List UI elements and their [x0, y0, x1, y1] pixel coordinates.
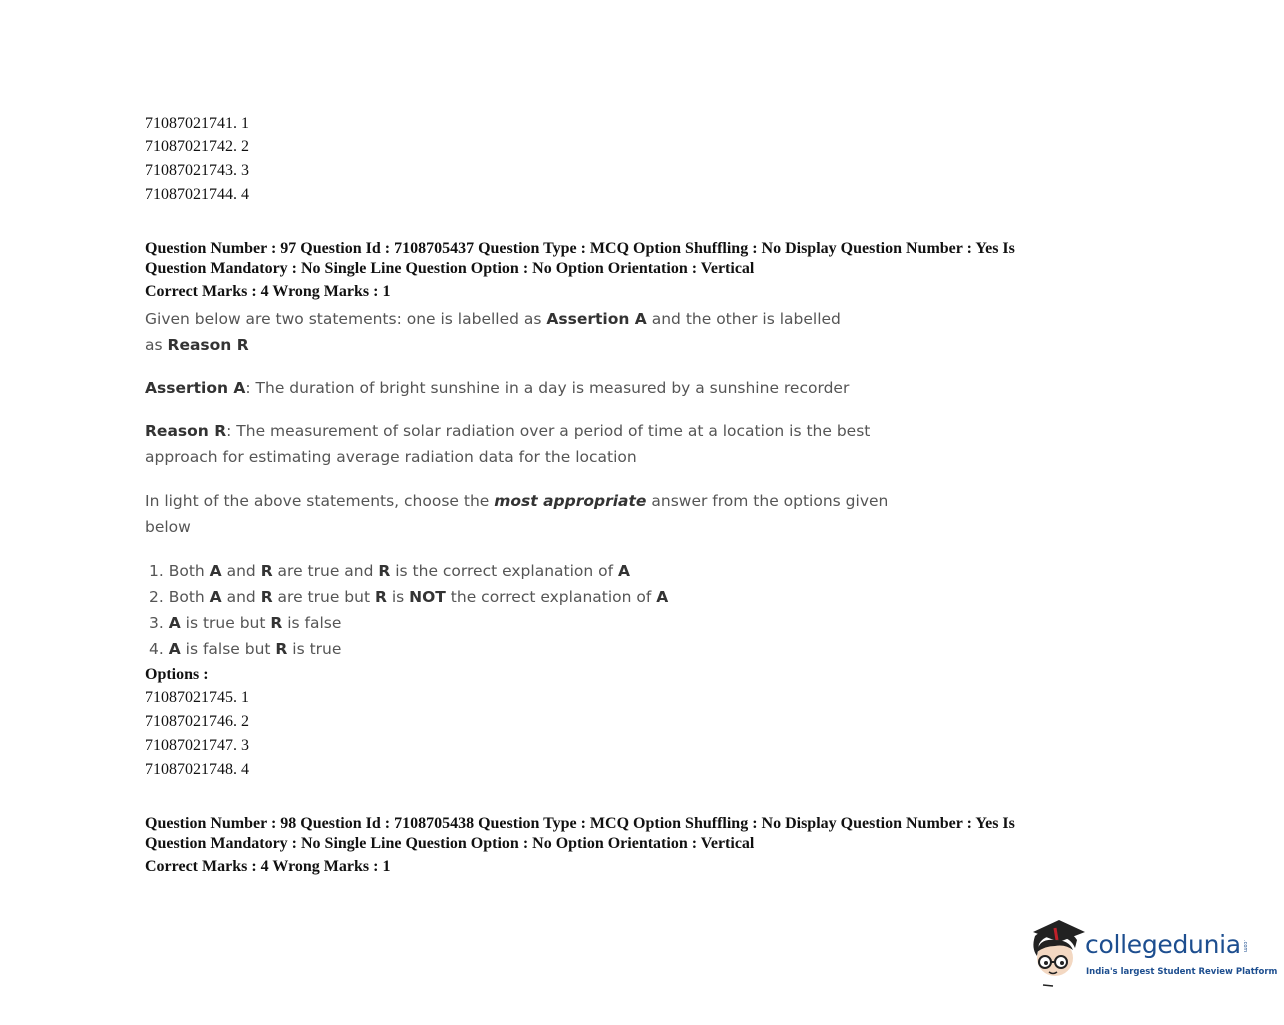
choice-1: 1. Both A and R are true and R is the correct explanation of A: [149, 562, 630, 580]
prev-option-4: 71087021744. 4: [145, 186, 249, 203]
q97-reason: Reason R: The measurement of solar radiation over a period of time at a location is the best approach for estimating average radiation data for the location: [145, 422, 871, 466]
q98-header: [145, 814, 1105, 853]
q97-header: [145, 239, 1105, 278]
reason-text: : The measurement of solar radiation over a period of time at a location is the best: [226, 422, 871, 440]
q98-marks: Correct Marks : 4 Wrong Marks : 1: [145, 858, 391, 875]
choice-3: 3. A is true but R is false: [149, 614, 342, 632]
q98-header-line1: Question Number : 98 Question Id : 7108705438 Question Type : MCQ Option Shuffling : No Display Question Number : Yes Is: [145, 815, 1015, 832]
q97-option-2: 71087021746. 2: [145, 713, 249, 730]
q98-header-line2: Question Mandatory : No Single Line Question Option : No Option Orientation : Vertical: [145, 834, 755, 852]
assertion-text: : The duration of bright sunshine in a day is measured by a sunshine recorder: [245, 379, 850, 397]
collegedunia-logo: [1025, 918, 1278, 988]
q97-header-line2: Question Mandatory : No Single Line Question Option : No Option Orientation : Vertical: [145, 259, 755, 277]
q97-choices: [149, 558, 668, 662]
prev-option-2: 71087021742. 2: [145, 138, 249, 155]
choice-2: 2. Both A and R are true but R is NOT the correct explanation of A: [149, 588, 669, 606]
q97-options-label: Options :: [145, 666, 209, 683]
q97-assertion: [145, 375, 849, 401]
logo-tagline: India's largest Student Review Platform: [1086, 967, 1278, 977]
q97-option-1: 71087021745. 1: [145, 689, 249, 706]
q97-header-line1: Question Number : 97 Question Id : 7108705437 Question Type : MCQ Option Shuffling : No Display Question Number : Yes Is: [145, 240, 1015, 257]
reason-label: Reason R: [145, 422, 227, 440]
prev-option-3: 71087021743. 3: [145, 162, 249, 179]
logo-wordmark: collegedunia: [1085, 930, 1241, 959]
emphasis-text: most appropriate: [494, 492, 647, 510]
reason-term: Reason R: [167, 336, 249, 354]
q97-instruction: In light of the above statements, choose the most appropriate answer from the options given below: [145, 492, 889, 536]
mascot-icon: [1025, 918, 1087, 988]
q97-option-4: 71087021748. 4: [145, 761, 249, 778]
q97-intro: Given below are two statements: one is labelled as Assertion A and the other is labelled as Reason R: [145, 310, 841, 354]
q97-marks: Correct Marks : 4 Wrong Marks : 1: [145, 283, 391, 300]
q97-option-3: 71087021747. 3: [145, 737, 249, 754]
prev-option-1: 71087021741. 1: [145, 115, 249, 132]
logo-com: .com: [1242, 940, 1248, 953]
choice-4: 4. A is false but R is true: [149, 640, 342, 658]
assertion-label: Assertion A: [145, 379, 246, 397]
assertion-term: Assertion A: [546, 310, 647, 328]
